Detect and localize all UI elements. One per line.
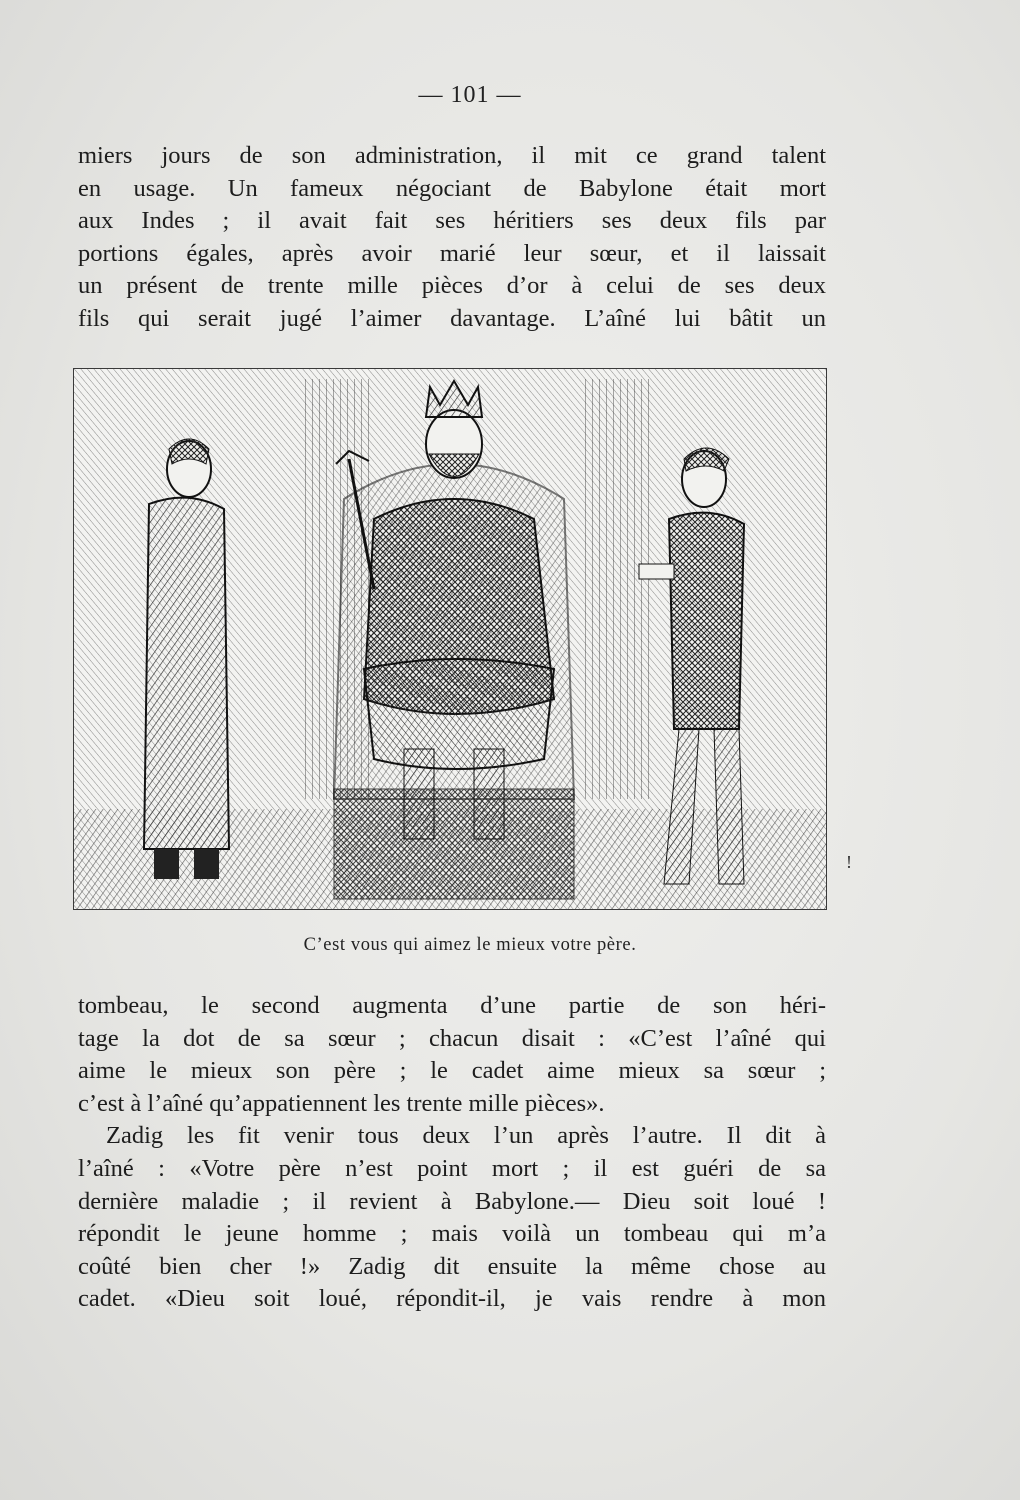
bottom-paragraph (78, 990, 826, 1316)
engraving-drawing (74, 369, 826, 909)
text-line: tage la dot de sa sœur ; chacun disait : «C’est l’aîné qui (78, 1024, 826, 1052)
text-line: répondit le jeune homme ; mais voilà un tombeau qui m’a (78, 1220, 826, 1248)
text-line: un présent de trente mille pièces d’or à celui de ses deux (78, 272, 826, 300)
text-line: Zadig les fit venir tous deux l’un après l’autre. Il dit à (106, 1122, 826, 1150)
top-paragraph (78, 140, 826, 336)
text-line: en usage. Un fameux négociant de Babylone était mort (78, 174, 826, 202)
text-line: aime le mieux son père ; le cadet aime mieux sa sœur ; (78, 1057, 826, 1085)
engraving-illustration (73, 368, 827, 910)
text-line: tombeau, le second augmenta d’une partie de son héri- (78, 992, 826, 1019)
text-line: l’aîné : «Votre père n’est point mort ; il est guéri de sa (78, 1154, 826, 1182)
text-line: dernière maladie ; il revient à Babylone.— Dieu soit loué ! (78, 1187, 826, 1215)
text-line: coûté bien cher !» Zadig dit ensuite la même chose au (78, 1252, 826, 1280)
text-line: portions égales, après avoir marié leur sœur, et il laissait (78, 239, 826, 267)
illustration-caption: C’est vous qui aimez le mieux votre père. (303, 935, 637, 955)
text-line: aux Indes ; il avait fait ses héritiers ses deux fils par (78, 207, 826, 235)
margin-mark: ! (846, 852, 852, 872)
text-line: c’est à l’aîné qu’appatiennent les trente mille pièces». (78, 1089, 605, 1117)
page-number: — 101 — (418, 82, 522, 108)
text-line: miers jours de son administration, il mit ce grand talent (78, 142, 826, 169)
text-line: cadet. «Dieu soit loué, répondit-il, je vais rendre à mon (78, 1285, 826, 1313)
text-line: fils qui serait jugé l’aimer davantage. L’aîné lui bâtit un (78, 304, 826, 332)
